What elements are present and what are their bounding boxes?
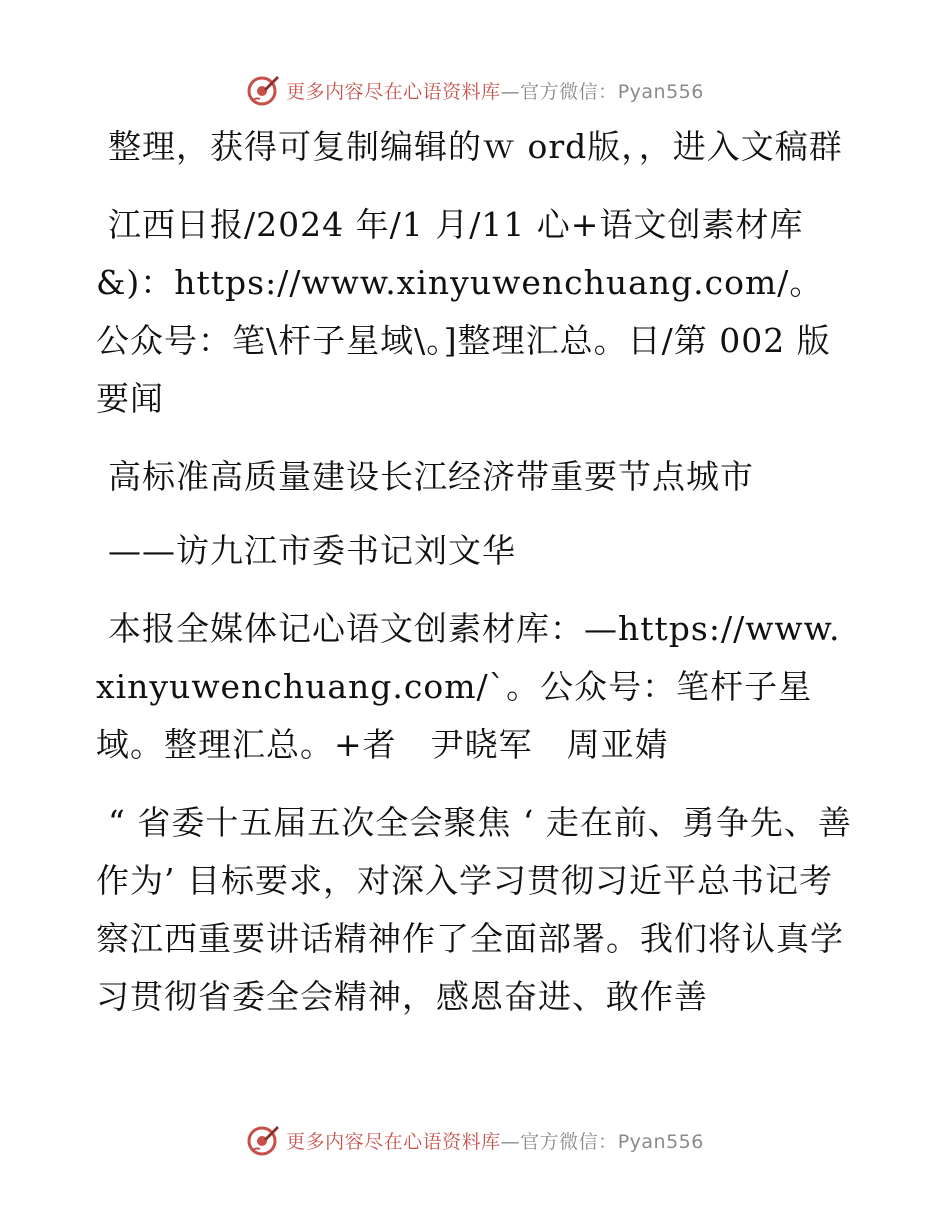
document-body [96,118,856,1046]
banner-main-text: 更多内容尽在心语资料库 [286,80,501,103]
paragraph-quote: “ 省委十五届五次全会聚焦 ‘ 走在前、勇争先、善作为’ 目标要求，对深入学习贯彻习近平总书记考察江西重要讲话精神作了全面部署。我们将认真学习贯彻省委全会精神，感恩奋进、敢作善 [96,803,852,1016]
paragraph-intro: 整理，获得可复制编辑的ｗ ord版，，进入文稿群 [108,127,843,166]
article-subtitle: ——访九江市委书记刘文华 [108,531,516,570]
paragraph-byline: 本报全媒体记心语文创素材库：—https://www.xinyuwenchuang.com/`。公众号：笔杆子星域。整理汇总。+者 尹晓军 周亚婧 [96,609,841,764]
banner-handle: Pyan556 [617,80,704,103]
brush-logo-icon [246,73,280,107]
banner-official-label: 官方微信： [520,1130,618,1153]
banner-separator: — [500,80,521,103]
header-banner [0,70,950,110]
banner-separator: — [500,1130,521,1153]
brush-logo-icon [246,1123,280,1157]
banner-official-label: 官方微信： [520,80,618,103]
article-title: 高标准高质量建设长江经济带重要节点城市 [108,457,754,496]
banner-text [286,1127,704,1154]
banner-text [286,77,704,104]
banner-main-text: 更多内容尽在心语资料库 [286,1130,501,1153]
paragraph-source: 江西日报/2024 年/1 月/11 心+语文创素材库&)：https://www.xinyuwenchuang.com/。公众号：笔\杆子星域\。]整理汇总。日/第 002 版要闻 [96,205,831,418]
footer-banner [0,1120,950,1160]
banner-handle: Pyan556 [617,1130,704,1153]
